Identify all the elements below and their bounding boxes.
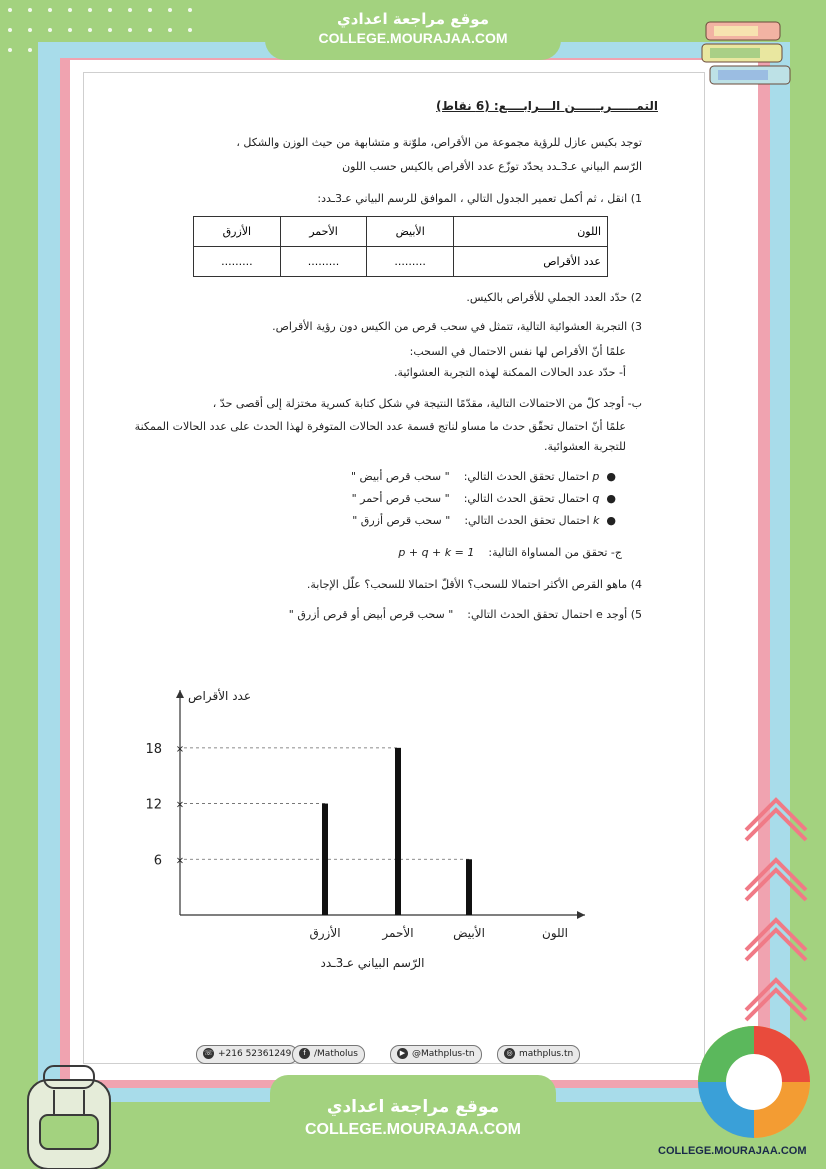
x-tick-label: الأبيض bbox=[453, 926, 485, 940]
y-tick-label: 12 bbox=[145, 797, 162, 813]
bottom-banner-site-en[interactable]: COLLEGE.MOURAJAA.COM bbox=[305, 1121, 521, 1138]
bullet-dot: ● bbox=[599, 514, 616, 527]
question-3c bbox=[398, 546, 622, 559]
question-5-text: 5) أوجد e احتمال تحقق الحدث التالي: bbox=[467, 608, 642, 621]
youtube-icon: ▶ bbox=[397, 1048, 408, 1059]
footer-link-website[interactable] bbox=[497, 1045, 580, 1064]
whatsapp-icon: ☏ bbox=[204, 1049, 213, 1057]
bullet-event: " سحب قرص أحمر " bbox=[351, 492, 450, 505]
chevron-decoration bbox=[736, 790, 816, 1040]
y-tick-mark: × bbox=[175, 855, 185, 867]
table-color-blue: الأزرق bbox=[194, 217, 281, 247]
footer-link-facebook[interactable] bbox=[292, 1045, 365, 1064]
color-count-table bbox=[193, 216, 608, 277]
footer-link-phone[interactable] bbox=[196, 1045, 298, 1064]
bottom-banner bbox=[270, 1075, 556, 1169]
question-3c-equation: p + q + k = 1 bbox=[398, 546, 475, 559]
question-4: 4) ماهو القرص الأكثر احتمالا للسحب؟ الأقلّ احتمالا للسحب؟ علّل الإجابة. bbox=[306, 578, 642, 591]
bottom-banner-site-ar: موقع مراجعة اعدادي bbox=[326, 1097, 500, 1117]
x-tick-label: الأزرق bbox=[309, 926, 341, 940]
bullet-p bbox=[351, 470, 616, 483]
table-blank-white: ......... bbox=[367, 247, 454, 277]
bullet-event: " سحب قرص أبيض " bbox=[350, 470, 450, 483]
table-blank-blue: ......... bbox=[194, 247, 281, 277]
question-1: 1) انقل ، ثم أكمل تعمير الجدول التالي ، الموافق للرسم البياني عـ3ـدد: bbox=[317, 192, 642, 205]
backpack-icon bbox=[14, 1060, 124, 1169]
top-banner bbox=[265, 0, 561, 60]
table-color-red: الأحمر bbox=[280, 217, 367, 247]
question-3b: ب- أوجد كلّ من الاحتمالات التالية، مقدّمًا النتيجة في شكل كتابة كسرية مختزلة إلى أقصى حدّ ، bbox=[212, 397, 642, 410]
question-3: 3) التجربة العشوائية التالية، تتمثل في سحب قرص من الكيس دون رؤية الأقراص. bbox=[272, 320, 642, 333]
globe-icon: ◎ bbox=[504, 1048, 515, 1059]
books-icon bbox=[700, 14, 795, 99]
bar bbox=[466, 859, 472, 915]
question-2: 2) حدّد العدد الجملي للأقراص بالكيس. bbox=[466, 291, 642, 304]
bar bbox=[395, 748, 401, 915]
footer-link-label: +216 52361249 bbox=[218, 1049, 292, 1059]
y-tick-mark: × bbox=[175, 743, 185, 755]
top-banner-site-ar: موقع مراجعة اعدادي bbox=[337, 10, 489, 28]
footer-link-youtube[interactable] bbox=[390, 1045, 482, 1064]
question-3c-text: ج- تحقق من المساواة التالية: bbox=[488, 546, 622, 559]
y-axis-label: عدد الأقراص bbox=[188, 689, 251, 703]
question-5 bbox=[289, 608, 642, 621]
bullet-dot: ● bbox=[599, 470, 616, 483]
footer-links bbox=[192, 1045, 592, 1065]
intro-line-1: توجد بكيس عازل للرؤية مجموعة من الأقراص، ملوّنة و متشابهة من حيث الوزن والشكل ، bbox=[236, 136, 642, 149]
bar-chart bbox=[120, 680, 600, 980]
table-blank-red: ......... bbox=[280, 247, 367, 277]
question-5-event: " سحب قرص أبيض أو قرص أزرق " bbox=[288, 608, 454, 621]
x-axis-label: اللون bbox=[542, 926, 568, 940]
top-banner-site-en[interactable]: COLLEGE.MOURAJAA.COM bbox=[318, 30, 508, 46]
bullet-var: k bbox=[593, 514, 600, 527]
exercise-title: التمــــــريــــــن الـــرابــــع: (6 نقاط) bbox=[436, 99, 658, 113]
bullet-text: احتمال تحقق الحدث التالي: bbox=[463, 492, 589, 505]
dots-decoration bbox=[0, 0, 200, 70]
bullet-var: q bbox=[592, 492, 600, 505]
y-tick-label: 6 bbox=[153, 853, 162, 869]
question-3b-note-2: للتجربة العشوائية. bbox=[544, 440, 626, 453]
table-row-label: عدد الأقراص bbox=[454, 247, 608, 277]
bullet-text: احتمال تحقق الحدث التالي: bbox=[464, 514, 590, 527]
intro-line-2: الرّسم البياني عـ3ـدد يحدّد توزّع عدد الأقراص بالكيس حسب اللون bbox=[342, 160, 642, 173]
x-axis-arrow bbox=[577, 911, 585, 919]
footer-link-label: @Mathplus-tn bbox=[412, 1049, 475, 1059]
bullet-dot: ● bbox=[599, 492, 616, 505]
table-header-label: اللون bbox=[454, 217, 608, 247]
y-tick-mark: × bbox=[175, 799, 185, 811]
site-logo-icon bbox=[694, 1022, 814, 1142]
question-3b-note-1: علمًا أنّ احتمال تحقّق حدث ما مساو لناتج قسمة عدد الحالات المتوفرة لهذا الحدث على عدد الحالات الممكنة bbox=[134, 420, 626, 433]
question-3a: أ- حدّد عدد الحالات الممكنة لهذه التجربة العشوائية. bbox=[394, 366, 626, 379]
x-tick-label: الأحمر bbox=[382, 926, 414, 940]
bullet-var: p bbox=[592, 470, 600, 483]
table-color-white: الأبيض bbox=[367, 217, 454, 247]
footer-link-label: /Matholus bbox=[314, 1049, 358, 1059]
chart-caption: الرّسم البياني عـ3ـدد bbox=[320, 956, 425, 970]
bullet-event: " سحب قرص أزرق " bbox=[352, 514, 451, 527]
footer-link-label: mathplus.tn bbox=[519, 1049, 574, 1059]
question-3-note: علمًا أنّ الأقراص لها نفس الاحتمال في السحب: bbox=[409, 345, 626, 358]
y-axis-arrow bbox=[176, 690, 184, 698]
facebook-icon: f bbox=[299, 1048, 310, 1059]
bar bbox=[322, 804, 328, 915]
y-tick-label: 18 bbox=[145, 741, 162, 757]
bullet-k bbox=[352, 514, 616, 527]
bullet-q bbox=[352, 492, 616, 505]
logo-text[interactable]: COLLEGE.MOURAJAA.COM bbox=[658, 1145, 807, 1157]
bullet-text: احتمال تحقق الحدث التالي: bbox=[463, 470, 589, 483]
